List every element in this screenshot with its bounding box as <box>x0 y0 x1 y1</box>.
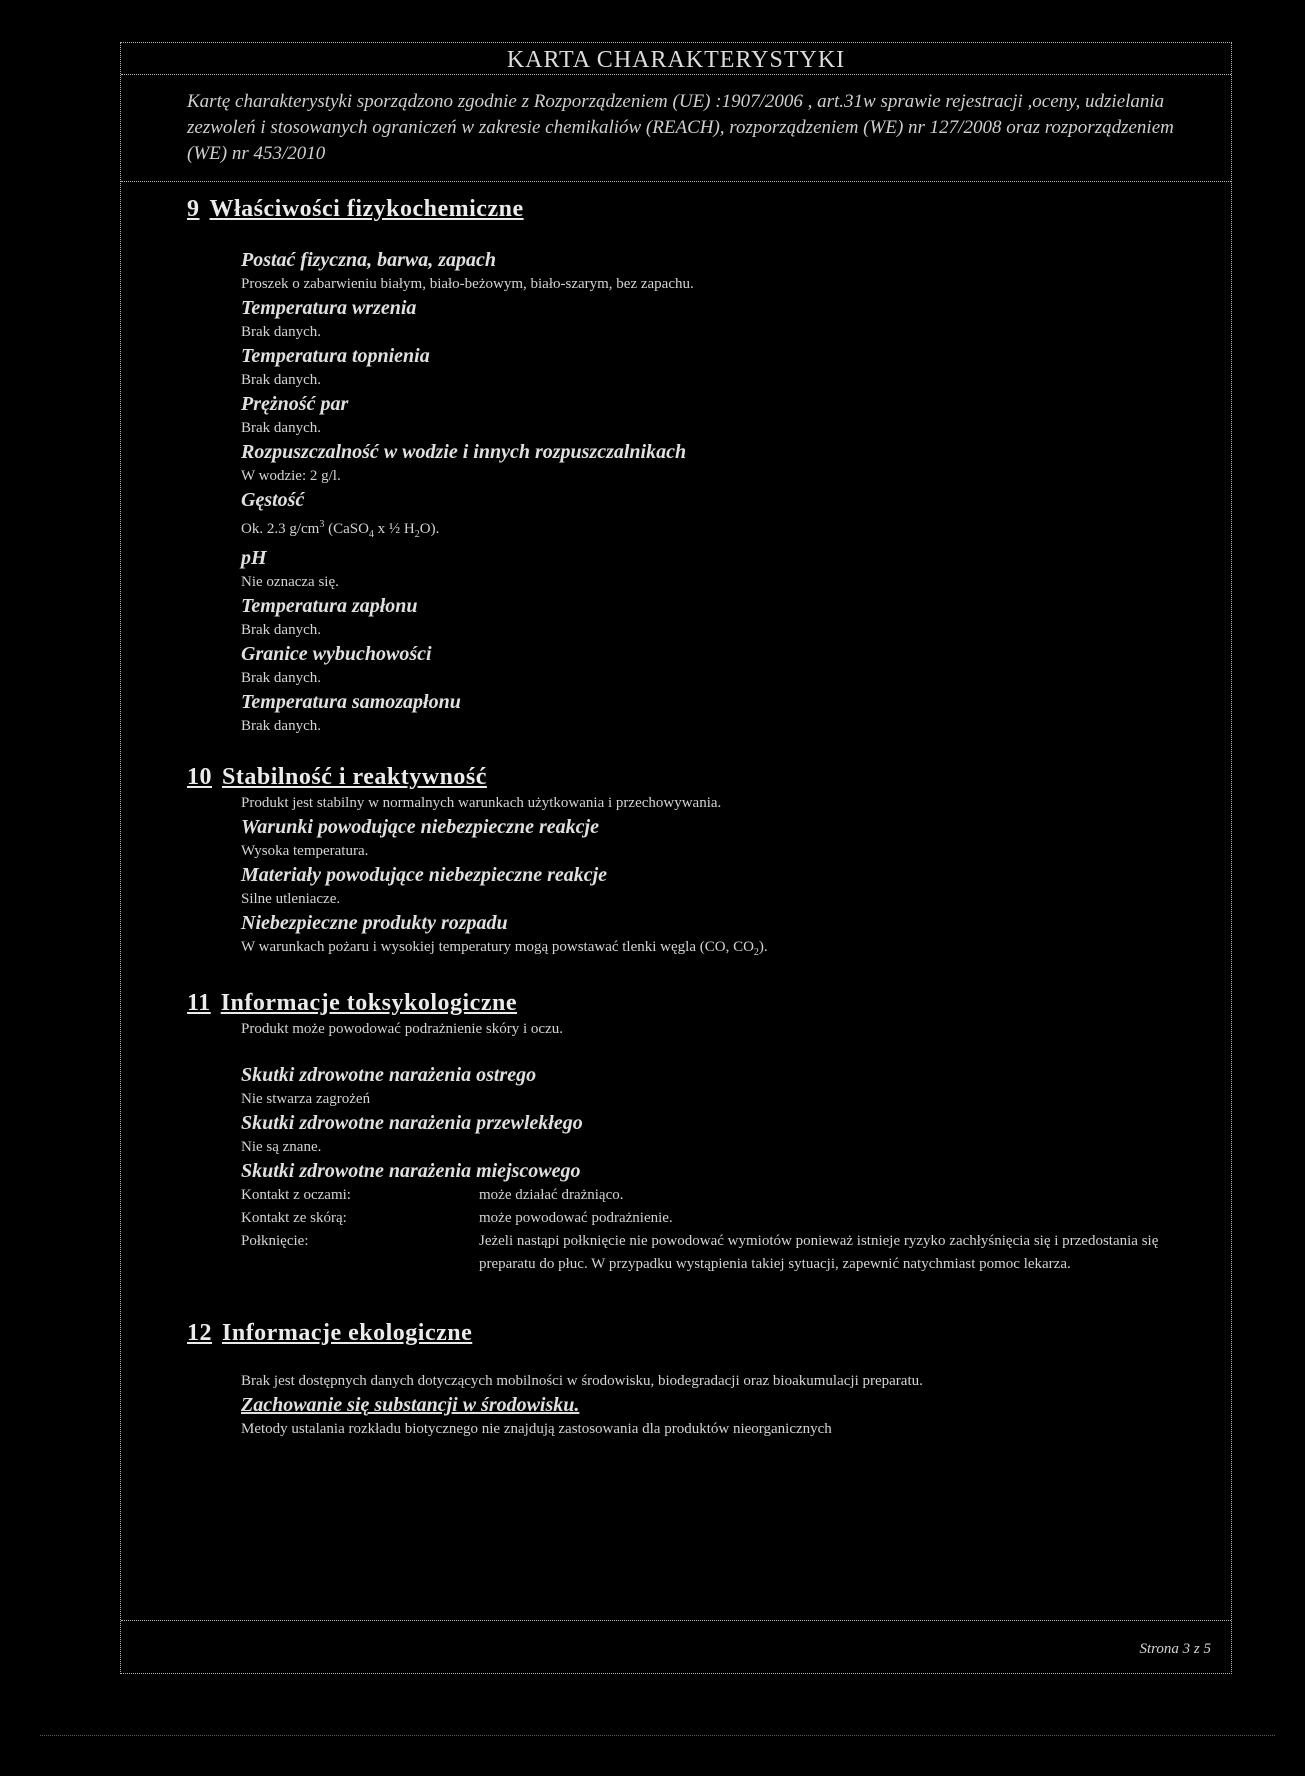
property-label: Rozpuszczalność w wodzie i innych rozpuszczalnikach <box>241 441 687 463</box>
section-title: Stabilność i reaktywność <box>222 764 487 790</box>
property-value: W wodzie: 2 g/l. <box>241 468 341 484</box>
property-label: Postać fizyczna, barwa, zapach <box>241 249 496 271</box>
property-label: Granice wybuchowości <box>241 643 432 665</box>
document-body <box>121 182 1231 1441</box>
property-value: Nie są znane. <box>241 1139 322 1155</box>
formula-part: x ½ H <box>373 521 415 537</box>
property-value: Wysoka temperatura. <box>241 843 369 859</box>
table-row <box>241 1207 1231 1230</box>
exposure-effect: może działać drażniąco. <box>479 1187 624 1203</box>
section-title: Właściwości fizykochemiczne <box>209 196 524 222</box>
regulation-intro: Kartę charakterystyki sporządzono zgodnie z Rozporządzeniem (UE) :1907/2006 , art.31w sprawie rejestracji ,oceny, udzielania zezwoleń i stosowanych ograniczeń w zakresie chemikaliów (REACH), rozporządzeniem (WE) nr 127/2008 oraz rozporządzeniem (WE) nr 453/2010 <box>187 91 1174 164</box>
property-label: Materiały powodujące niebezpieczne reakcje <box>241 864 608 886</box>
section-heading <box>187 988 1231 1018</box>
section-intro: Produkt jest stabilny w normalnych warunkach użytkowania i przechowywania. <box>241 795 722 811</box>
scan-artifact-line <box>40 1735 1275 1736</box>
property-value: Nie stwarza zagrożeń <box>241 1091 371 1107</box>
property-label: Temperatura zapłonu <box>241 595 418 617</box>
page-number: Strona 3 z 5 <box>1139 1641 1211 1657</box>
property-value: Nie oznacza się. <box>241 574 339 590</box>
property-label: Gęstość <box>241 489 305 511</box>
property-label: Prężność par <box>241 393 349 415</box>
section-intro: Brak jest dostępnych danych dotyczących mobilności w środowisku, biodegradacji oraz bioakumulacji preparatu. <box>241 1373 923 1389</box>
section-heading <box>187 194 1231 224</box>
exposure-route: Kontakt ze skórą: <box>241 1210 347 1226</box>
section-intro: Produkt może powodować podrażnienie skóry i oczu. <box>241 1021 563 1037</box>
property-label: pH <box>241 547 267 569</box>
formula-part: O). <box>419 521 440 537</box>
exposure-effect: może powodować podrażnienie. <box>479 1210 673 1226</box>
section-12 <box>187 1276 1231 1441</box>
property-value: Brak danych. <box>241 420 321 436</box>
property-label: Warunki powodujące niebezpieczne reakcje <box>241 816 599 838</box>
table-row <box>241 1230 1231 1276</box>
property-label: Skutki zdrowotne narażenia przewlekłego <box>241 1112 583 1134</box>
property-value: Brak danych. <box>241 372 321 388</box>
property-label: Skutki zdrowotne narażenia miejscowego <box>241 1160 581 1182</box>
section-number: 11 <box>187 990 211 1016</box>
section-title: Informacje toksykologiczne <box>220 990 517 1016</box>
section-heading <box>187 762 1231 792</box>
property-label: Zachowanie się substancji w środowisku. <box>241 1394 580 1416</box>
property-value: Brak danych. <box>241 622 321 638</box>
property-value: Brak danych. <box>241 670 321 686</box>
section-9 <box>187 182 1231 738</box>
section-9-items <box>187 224 1231 738</box>
exposure-route: Połknięcie: <box>241 1233 309 1249</box>
exposure-effect: Jeżeli nastąpi połknięcie nie powodować wymiotów ponieważ istnieje ryzyko zachłyśnięcia się i przedostania się preparatu do płuc. W przypadku wystąpienia takiej sytuacji, zapewnić natychmiast pomoc lekarza. <box>479 1233 1159 1272</box>
exposure-route: Kontakt z oczami: <box>241 1187 351 1203</box>
property-label: Niebezpieczne produkty rozpadu <box>241 912 508 934</box>
document-frame <box>120 42 1232 1674</box>
section-number: 12 <box>187 1320 212 1346</box>
property-value: Brak danych. <box>241 324 321 340</box>
property-label: Temperatura wrzenia <box>241 297 417 319</box>
section-number: 10 <box>187 764 212 790</box>
property-value <box>241 936 1231 964</box>
local-exposure-table <box>241 1184 1231 1276</box>
property-value: Metody ustalania rozkładu biotycznego nie znajdują zastosowania dla produktów nieorganicznych <box>241 1421 832 1437</box>
document-title: KARTA CHARAKTERYSTYKI <box>506 47 846 73</box>
value-text: ). <box>758 939 768 955</box>
section-10 <box>187 738 1231 964</box>
section-11 <box>187 964 1231 1276</box>
spacer <box>241 1041 1231 1063</box>
property-label: Temperatura samozapłonu <box>241 691 461 713</box>
section-heading <box>187 1318 1231 1348</box>
formula-subscript: 2 <box>414 529 420 540</box>
formula-part: (CaSO <box>324 521 369 537</box>
density-exponent: 3 <box>319 519 325 530</box>
property-label: Temperatura topnienia <box>241 345 430 367</box>
density-value <box>241 513 1231 546</box>
property-label: Skutki zdrowotne narażenia ostrego <box>241 1064 537 1086</box>
section-number: 9 <box>187 196 200 222</box>
formula-subscript: 4 <box>368 529 374 540</box>
density-text: Ok. 2.3 g/cm <box>241 521 320 537</box>
property-value: Silne utleniacze. <box>241 891 341 907</box>
page-footer <box>121 1620 1231 1673</box>
section-title: Informacje ekologiczne <box>222 1320 473 1346</box>
section-11-items <box>187 1018 1231 1276</box>
section-12-items <box>187 1348 1231 1441</box>
property-value: Brak danych. <box>241 718 321 734</box>
section-10-items <box>187 792 1231 964</box>
property-value: Proszek o zabarwieniu białym, biało-beżowym, biało-szarym, bez zapachu. <box>241 276 694 292</box>
table-row <box>241 1184 1231 1207</box>
formula-subscript: 2 <box>753 947 759 958</box>
value-text: W warunkach pożaru i wysokiej temperatury mogą powstawać tlenki węgla (CO, CO <box>241 939 754 955</box>
